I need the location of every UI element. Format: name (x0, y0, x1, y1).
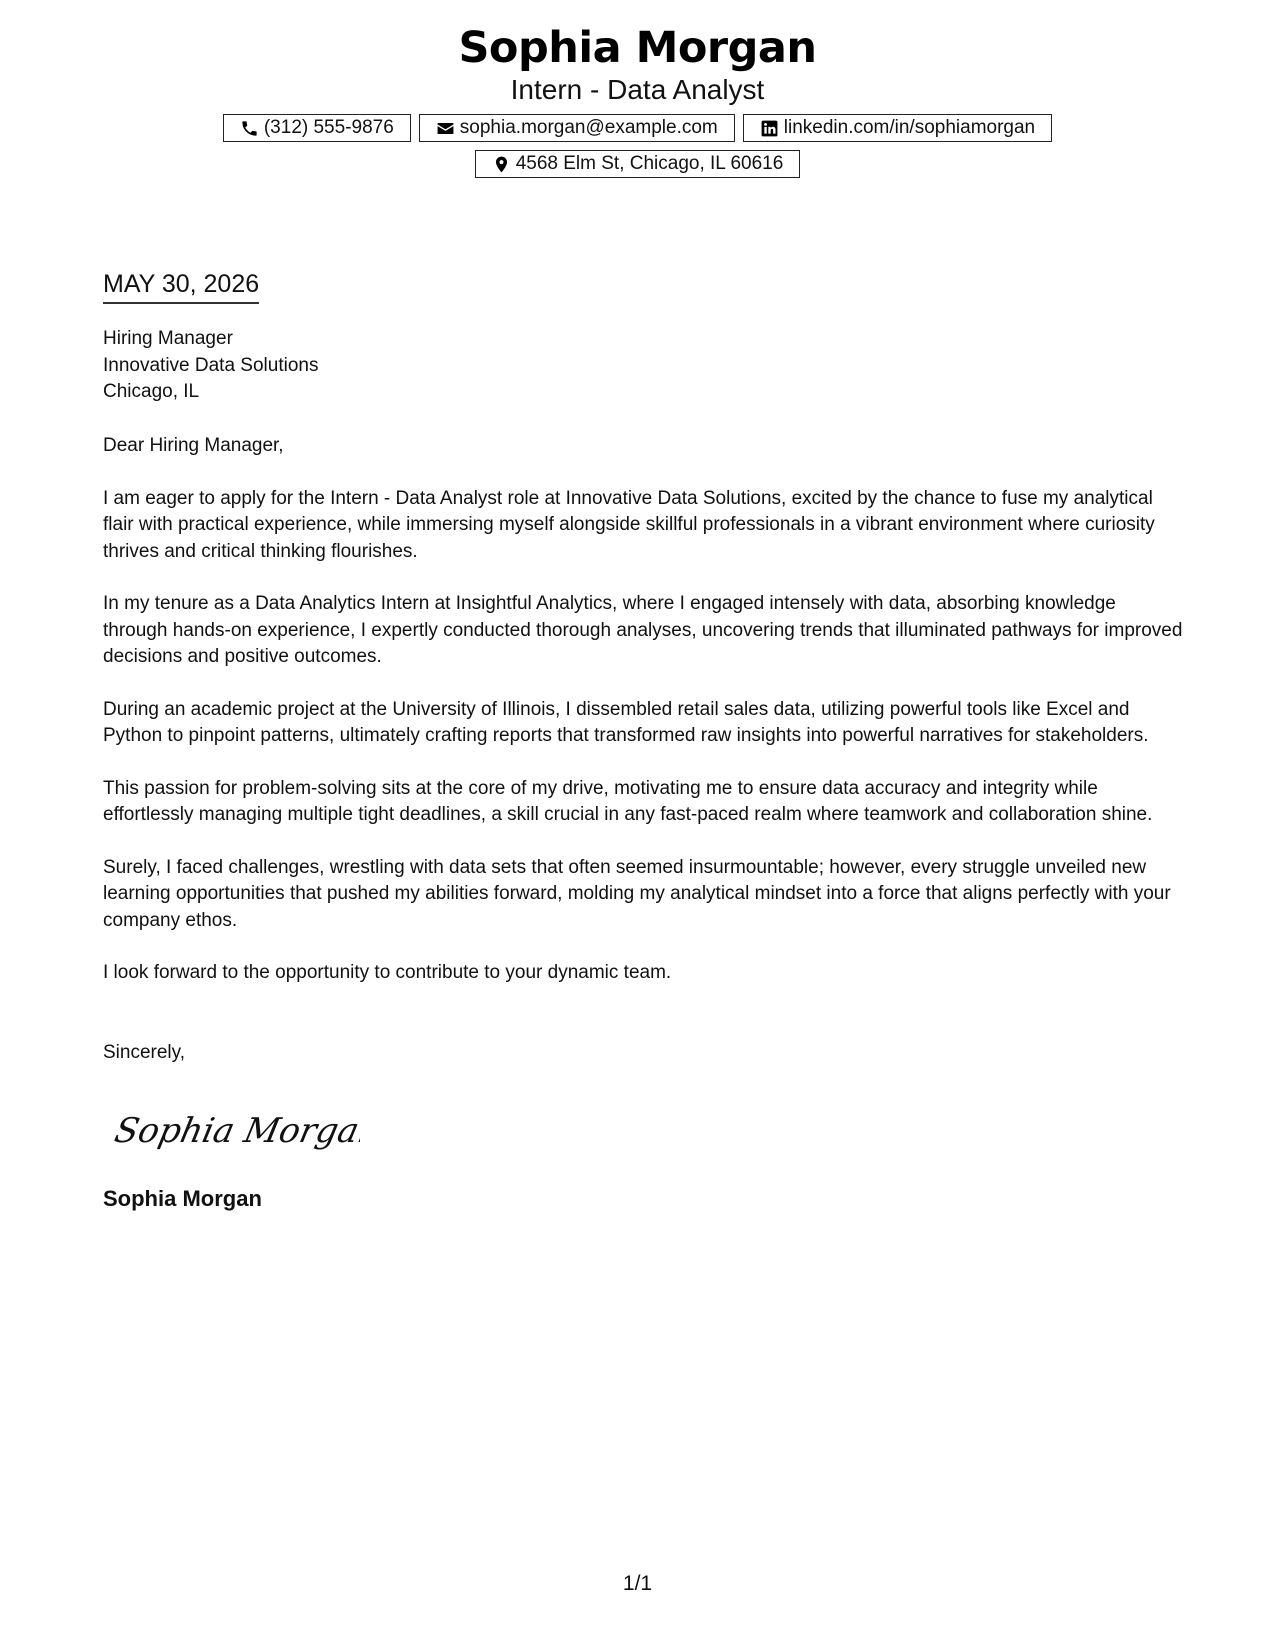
address-chip (475, 150, 801, 178)
phone-chip (223, 114, 411, 142)
letter-date: MAY 30, 2026 (103, 268, 259, 304)
phone-icon (240, 119, 259, 138)
recipient-block (103, 326, 318, 406)
contact-row (0, 114, 1275, 142)
applicant-name: Sophia Morgan (458, 23, 817, 73)
letter-header (0, 22, 1275, 178)
body-paragraph: During an academic project at the University of Illinois, I dissembled retail sales data, utilizing powerful tools like Excel and Python to pinpoint patterns, ultimately crafting reports that transformed raw insights into powerful narratives for stakeholders. (103, 698, 1149, 746)
envelope-icon (436, 119, 455, 138)
svg-text:Sophia Morgan: Sophia Morgan (111, 1111, 360, 1151)
linkedin-text: linkedin.com/in/sophiamorgan (783, 117, 1036, 138)
recipient-line: Hiring Manager (103, 328, 233, 349)
phone-text: (312) 555-9876 (263, 117, 394, 138)
address-row (0, 150, 1275, 178)
salutation: Dear Hiring Manager, (103, 435, 284, 456)
handwritten-signature (110, 1100, 360, 1165)
signer-name: Sophia Morgan (103, 1186, 262, 1211)
body-paragraph: I look forward to the opportunity to contribute to your dynamic team. (103, 962, 672, 983)
email-text: sophia.morgan@example.com (459, 117, 718, 138)
email-chip (419, 114, 735, 142)
address-text: 4568 Elm St, Chicago, IL 60616 (515, 153, 784, 174)
body-paragraph: This passion for problem-solving sits at the core of my drive, motivating me to ensure data accuracy and integrity while effortlessly managing multiple tight deadlines, a skill crucial in any fast-paced realm where teamwork and collaboration shine. (103, 777, 1153, 825)
body-paragraph: I am eager to apply for the Intern - Data Analyst role at Innovative Data Solutions, excited by the chance to fuse my analytical flair with practical experience, while immersing myself alongside skillful professionals in a vibrant environment where curiosity thrives and critical thinking flourishes. (103, 487, 1155, 562)
recipient-line: Innovative Data Solutions (103, 354, 319, 376)
linkedin-icon (760, 119, 779, 138)
letter-body (103, 433, 1183, 1013)
closing: Sincerely, (103, 1042, 186, 1063)
applicant-title: Intern - Data Analyst (510, 74, 765, 105)
map-pin-icon (492, 155, 511, 174)
page-number: 1/1 (622, 1572, 653, 1595)
body-paragraph: In my tenure as a Data Analytics Intern at Insightful Analytics, where I engaged intensely with data, absorbing knowledge through hands-on experience, I expertly conducted thorough analyses, uncovering trends that illuminated pathways for improved decisions and positive outcomes. (103, 593, 1183, 667)
recipient-line: Chicago, IL (103, 381, 200, 402)
body-paragraph: Surely, I faced challenges, wrestling with data sets that often seemed insurmountable; however, every struggle unveiled new learning opportunities that pushed my abilities forward, molding my analytical mindset into a force that aligns perfectly with your company ethos. (103, 856, 1171, 931)
linkedin-chip (743, 114, 1052, 142)
